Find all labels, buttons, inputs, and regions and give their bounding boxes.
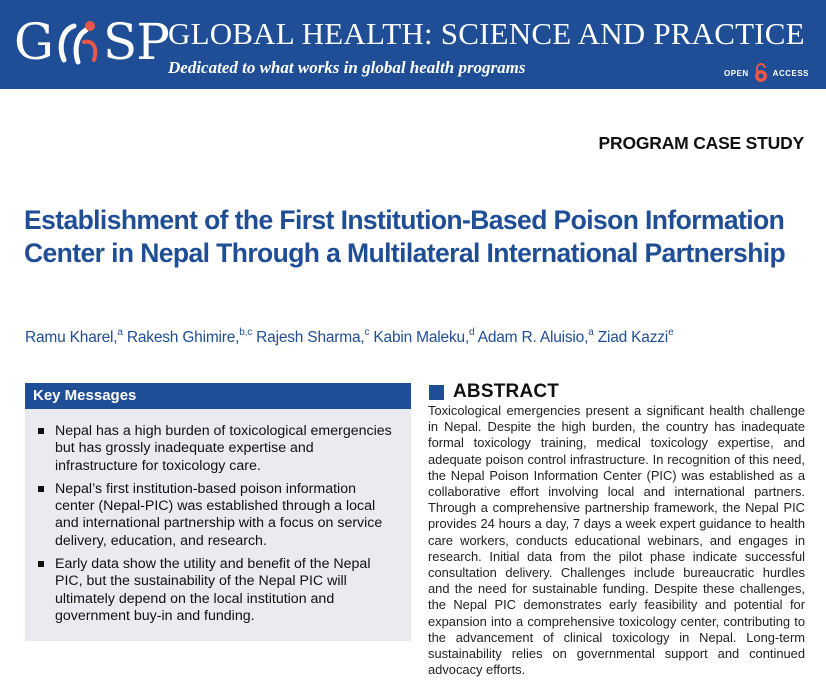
open-access-left-text: OPEN [724, 68, 749, 78]
abstract-header [429, 381, 559, 403]
bullet-icon [38, 486, 44, 492]
bullet-icon [38, 428, 44, 434]
key-messages-list [25, 409, 411, 625]
author-name[interactable]: Kabin Maleku, [373, 329, 470, 346]
author-name[interactable]: Rajesh Sharma, [256, 329, 365, 346]
key-messages-heading: Key Messages [25, 383, 411, 409]
bullet-icon [38, 561, 44, 567]
author-name[interactable]: Ziad Kazzi [597, 329, 669, 346]
logo-letter-left: G [14, 13, 53, 71]
author-list [25, 329, 673, 347]
key-messages-box [25, 383, 411, 641]
journal-title: GLOBAL HEALTH: SCIENCE AND PRACTICE [168, 16, 805, 51]
abstract-body: Toxicological emergencies present a significant health challenge in Nepal. Despite the high burden, the country has inadequate formal toxicology training, medical toxicology expertise, and adequate poison control infrastructure. In recognition of this need, the Nepal Poison Information Center (PIC) was established as a collaborative effort involving local and international partners. Through a comprehensive partnership framework, the Nepal PIC provides 24 hours a day, 7 days a week expert guidance to health care workers, conducts educational webinars, and engages in research. Initial data from the pilot phase indicate successful consultation delivery. Challenges include bureaucratic hurdles and the need for sustainable funding. Despite these challenges, the Nepal PIC demonstrates early feasibility and potential for expansion into a comprehensive toxicology center, contributing to the advancement of clinical toxicology in Nepal. Long-term sustainability relies on governmental support and continued advocacy efforts. [428, 403, 805, 678]
open-access-badge [724, 63, 809, 83]
author-affiliation: e [668, 327, 674, 338]
journal-logo [14, 10, 169, 74]
logo-figure-icon [54, 16, 102, 68]
article-title: Establishment of the First Institution-Based Poison Information Center in Nepal Through a Multilateral International Partnership [24, 205, 786, 268]
author-affiliation: c [364, 327, 370, 338]
open-lock-icon [752, 63, 770, 83]
author-name[interactable]: Adam R. Aluisio, [477, 329, 589, 346]
journal-banner [0, 0, 826, 89]
key-message-item [37, 423, 399, 475]
author-affiliation: d [469, 327, 475, 338]
key-message-text: Nepal has a high burden of toxicological emergencies but has grossly inadequate expertise and infrastructure for toxicology care. [55, 423, 392, 474]
abstract-heading: ABSTRACT [453, 381, 560, 402]
author-affiliation: b,c [239, 327, 253, 338]
section-square-icon [429, 385, 444, 400]
key-message-text: Early data show the utility and benefit of the Nepal PIC, but the sustainability of the Nepal PIC will ultimately depend on the local institution and government buy-in and funding. [55, 556, 371, 624]
author-name[interactable]: Rakesh Ghimire, [126, 329, 240, 346]
author-name[interactable]: Ramu Kharel, [25, 329, 118, 346]
logo-letters-right: SP [102, 13, 169, 71]
author-affiliation: a [588, 327, 594, 338]
open-access-right-text: ACCESS [772, 68, 810, 78]
journal-tagline: Dedicated to what works in global health programs [168, 58, 526, 77]
key-message-item [37, 481, 399, 550]
article-type-label: PROGRAM CASE STUDY [598, 133, 804, 153]
author-affiliation: a [117, 327, 123, 338]
key-message-text: Nepal’s first institution-based poison information center (Nepal-PIC) was established through a local and international partnership with a focus on service delivery, education, and research. [55, 480, 383, 549]
key-message-item [37, 556, 399, 625]
